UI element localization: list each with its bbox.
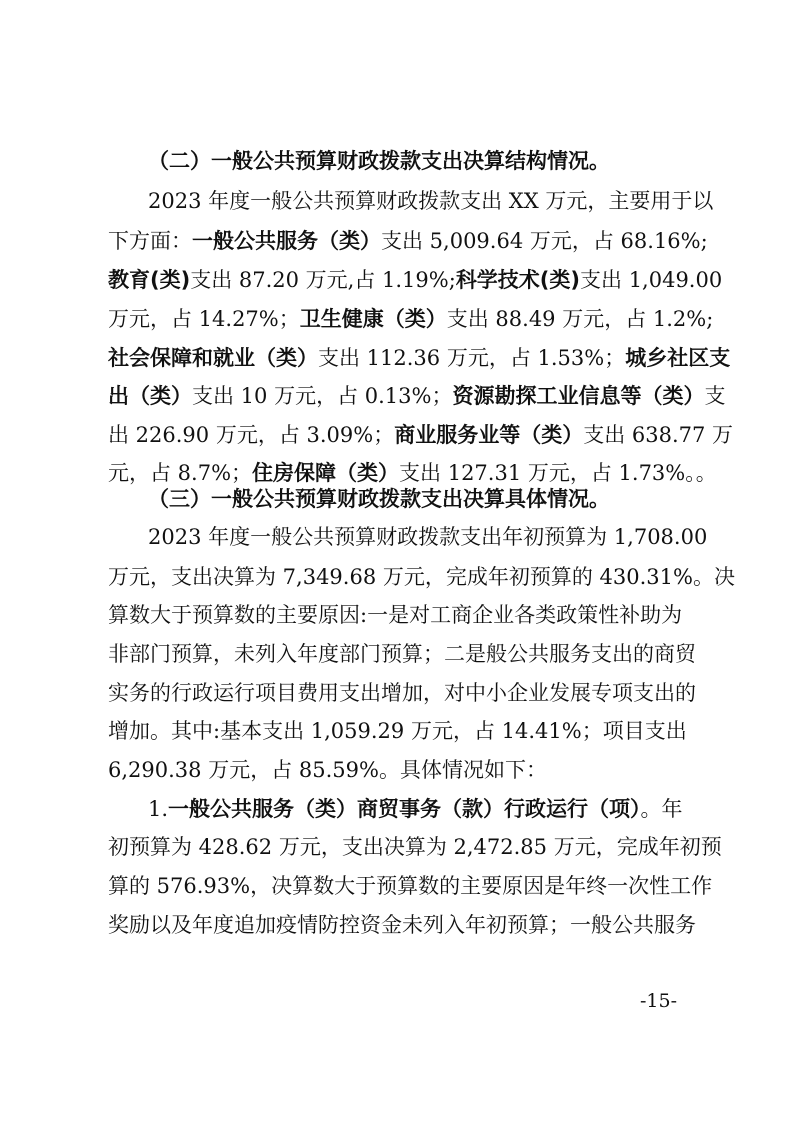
text-line — [108, 910, 696, 940]
text-line — [108, 639, 696, 669]
bold-text-segment: 科学技术(类) — [455, 268, 581, 292]
text-line — [108, 562, 735, 592]
text-line — [108, 226, 708, 256]
text-segment: 。年 — [640, 797, 683, 821]
text-segment: 支出 112.36 万元，占 1.53%； — [318, 346, 626, 370]
text-segment: 非部门预算，未列入年度部门预算；二是般公共服务支出的商贸 — [108, 642, 696, 666]
bold-text-segment: 一般公共服务（类）商贸事务（款）行政运行（项） — [168, 797, 641, 821]
text-segment: 增加。其中:基本支出 1,059.29 万元，占 14.41%；项目支出 — [108, 719, 687, 743]
bold-text-segment: 城乡社区支 — [625, 346, 731, 370]
text-line — [148, 186, 714, 216]
bold-text-segment: 社会保障和就业（类） — [108, 346, 318, 370]
text-line — [108, 678, 696, 708]
bold-text-segment: 资源勘探工业信息等（类） — [452, 384, 705, 408]
text-line — [108, 381, 726, 411]
text-segment: 实务的行政运行项目费用支出增加，对中小企业发展专项支出的 — [108, 681, 696, 705]
bold-text-segment: 住房保障（类） — [252, 461, 400, 485]
text-line — [108, 265, 723, 295]
text-segment: 下方面： — [108, 229, 192, 253]
text-segment: 1. — [148, 797, 169, 821]
text-line — [108, 716, 688, 746]
bold-text-segment: 出（类） — [108, 384, 192, 408]
text-line — [108, 871, 713, 901]
text-segment: 初预算为 428.62 万元，支出决算为 2,472.85 万元，完成年初预 — [108, 835, 722, 859]
text-segment: 支出 638.77 万 — [583, 423, 734, 447]
bold-text-segment: 教育(类) — [108, 268, 191, 292]
text-line — [108, 600, 688, 630]
text-line — [108, 304, 714, 334]
text-segment: 2023 年度一般公共预算财政拨款支出年初预算为 1,708.00 — [148, 525, 708, 549]
text-segment: 支出 127.31 万元，占 1.73%。。 — [399, 461, 717, 485]
text-segment: 万元，支出决算为 7,349.68 万元，完成年初预算的 430.31%。决 — [108, 565, 735, 589]
text-segment: 万元，占 14.27%； — [108, 307, 300, 331]
text-segment: 支 — [704, 384, 726, 408]
text-segment: 奖励以及年度追加疫情防控资金未列入年初预算；一般公共服务 — [108, 913, 696, 937]
page-number: -15- — [640, 990, 678, 1012]
bold-text-segment: 一般公共服务（类） — [192, 229, 381, 253]
text-line — [148, 794, 688, 824]
bold-text-segment: 商业服务业等（类） — [394, 423, 584, 447]
section2-heading: （二）一般公共预算财政拨款支出决算结构情况。 — [148, 149, 610, 173]
text-segment: 2023 年度一般公共预算财政拨款支出 XX 万元，主要用于以 — [148, 189, 714, 213]
text-line — [108, 343, 731, 373]
text-line — [148, 522, 708, 552]
bold-text-segment: 卫生健康（类） — [299, 307, 447, 331]
text-segment: 算数大于预算数的主要原因:一是对工商企业各类政策性补助为 — [108, 603, 683, 627]
text-line — [108, 755, 688, 785]
text-segment: 元，占 8.7%； — [108, 461, 253, 485]
text-line — [108, 832, 722, 862]
text-segment: 支出 1,049.00 — [580, 268, 723, 292]
text-segment: 出 226.90 万元，占 3.09%； — [108, 423, 395, 447]
text-segment: 支出 5,009.64 万元，占 68.16%; — [381, 229, 708, 253]
section3-heading: （三）一般公共预算财政拨款支出决算具体情况。 — [148, 487, 610, 511]
text-segment: 6,290.38 万元，占 85.59%。具体情况如下： — [108, 758, 547, 782]
text-segment: 支出 87.20 万元,占 1.19%; — [190, 268, 456, 292]
text-segment: 支出 88.49 万元，占 1.2%; — [446, 307, 714, 331]
text-segment: 算的 576.93%，决算数大于预算数的主要原因是年终一次性工作 — [108, 874, 713, 898]
text-line — [108, 420, 734, 450]
text-segment: 支出 10 万元，占 0.13%； — [192, 384, 453, 408]
